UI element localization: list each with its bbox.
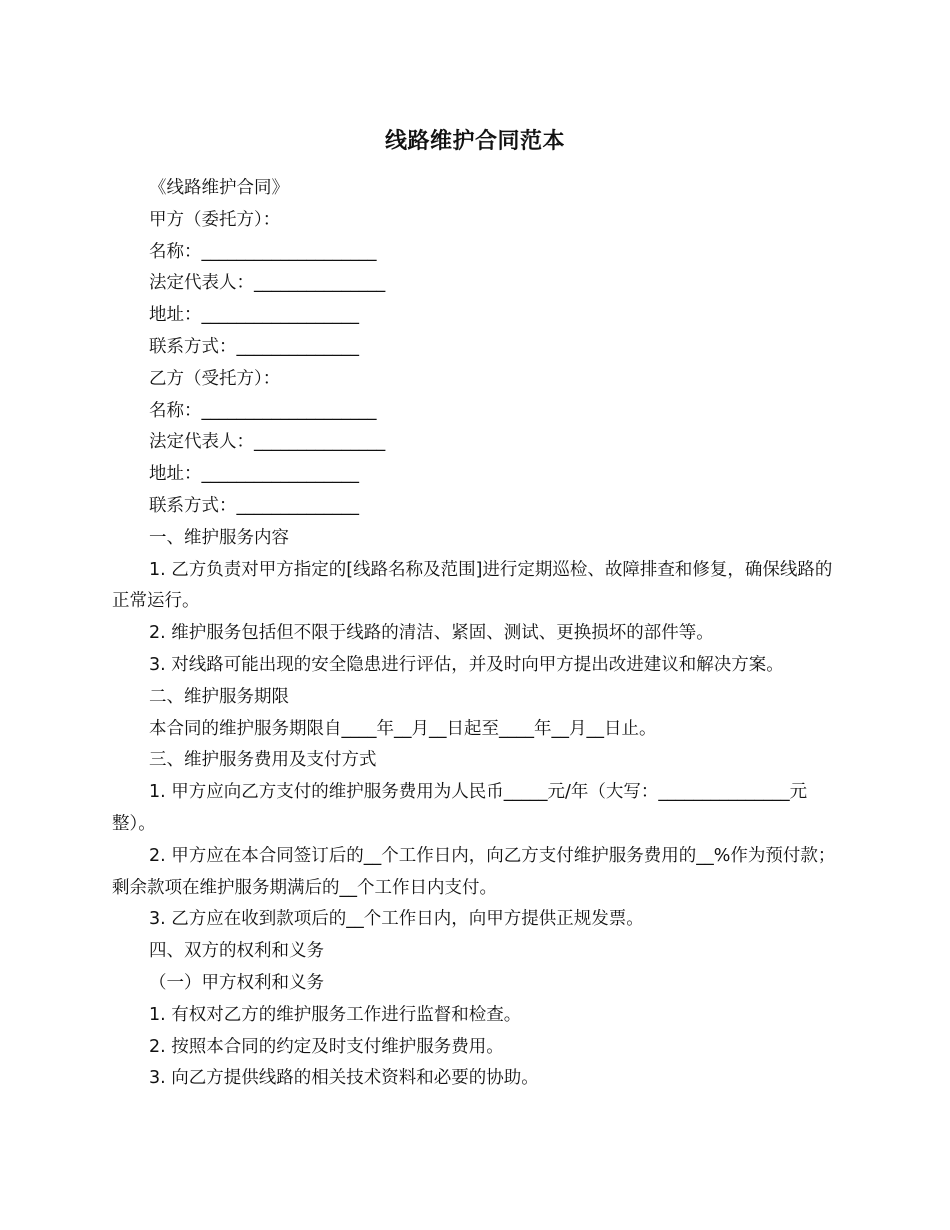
section-1-heading: 一、维护服务内容 [149, 527, 289, 548]
party-a-contact-field: 联系方式：______________ [149, 336, 359, 357]
section-4-heading: 四、双方的权利和义务 [149, 941, 324, 962]
section-1-item-2: 2. 维护服务包括但不限于线路的清洁、紧固、测试、更换损坏的部件等。 [149, 623, 714, 644]
party-b-representative-field: 法定代表人：_______________ [149, 432, 386, 453]
party-b-contact-field: 联系方式：______________ [149, 495, 359, 516]
section-4-item-3: 3. 向乙方提供线路的相关技术资料和必要的协助。 [149, 1068, 539, 1089]
party-b-name-field: 名称：____________________ [149, 400, 377, 421]
party-b-heading: 乙方（受托方）： [149, 368, 281, 389]
section-4-item-2: 2. 按照本合同的约定及时支付维护服务费用。 [149, 1036, 504, 1057]
party-b-address-field: 地址：__________________ [149, 464, 359, 485]
section-4-subheading: （一）甲方权利和义务 [149, 972, 324, 993]
contract-name: 《线路维护合同》 [149, 178, 289, 198]
party-a-address-field: 地址：__________________ [149, 305, 359, 326]
section-1-item-1: 1. 乙方负责对甲方指定的[线路名称及范围]进行定期巡检、故障排查和修复，确保线路的正常运行。 [112, 559, 833, 612]
document-body [112, 173, 842, 1095]
section-1-item-3: 3. 对线路可能出现的安全隐患进行评估，并及时向甲方提出改进建议和解决方案。 [149, 654, 784, 675]
party-a-name-field: 名称：____________________ [149, 241, 377, 262]
section-2-heading: 二、维护服务期限 [149, 686, 289, 707]
section-3-item-2: 2. 甲方应在本合同签订后的__个工作日内，向乙方支付维护服务费用的__%作为预付款；剩余款项在维护服务期满后的__个工作日内支付。 [112, 845, 836, 898]
section-4-item-1: 1. 有权对乙方的维护服务工作进行监督和检查。 [149, 1004, 522, 1025]
section-3-item-3: 3. 乙方应在收到款项后的__个工作日内，向甲方提供正规发票。 [149, 909, 644, 930]
party-a-representative-field: 法定代表人：_______________ [149, 273, 386, 294]
section-3-heading: 三、维护服务费用及支付方式 [149, 750, 377, 771]
section-2-text: 本合同的维护服务期限自____年__月__日起至____年__月__日止。 [149, 718, 657, 739]
document-title: 线路维护合同范本 [384, 129, 565, 154]
party-a-heading: 甲方（委托方）： [149, 209, 281, 230]
section-3-item-1: 1. 甲方应向乙方支付的维护服务费用为人民币_____元/年（大写：_______________元整）。 [112, 782, 808, 834]
